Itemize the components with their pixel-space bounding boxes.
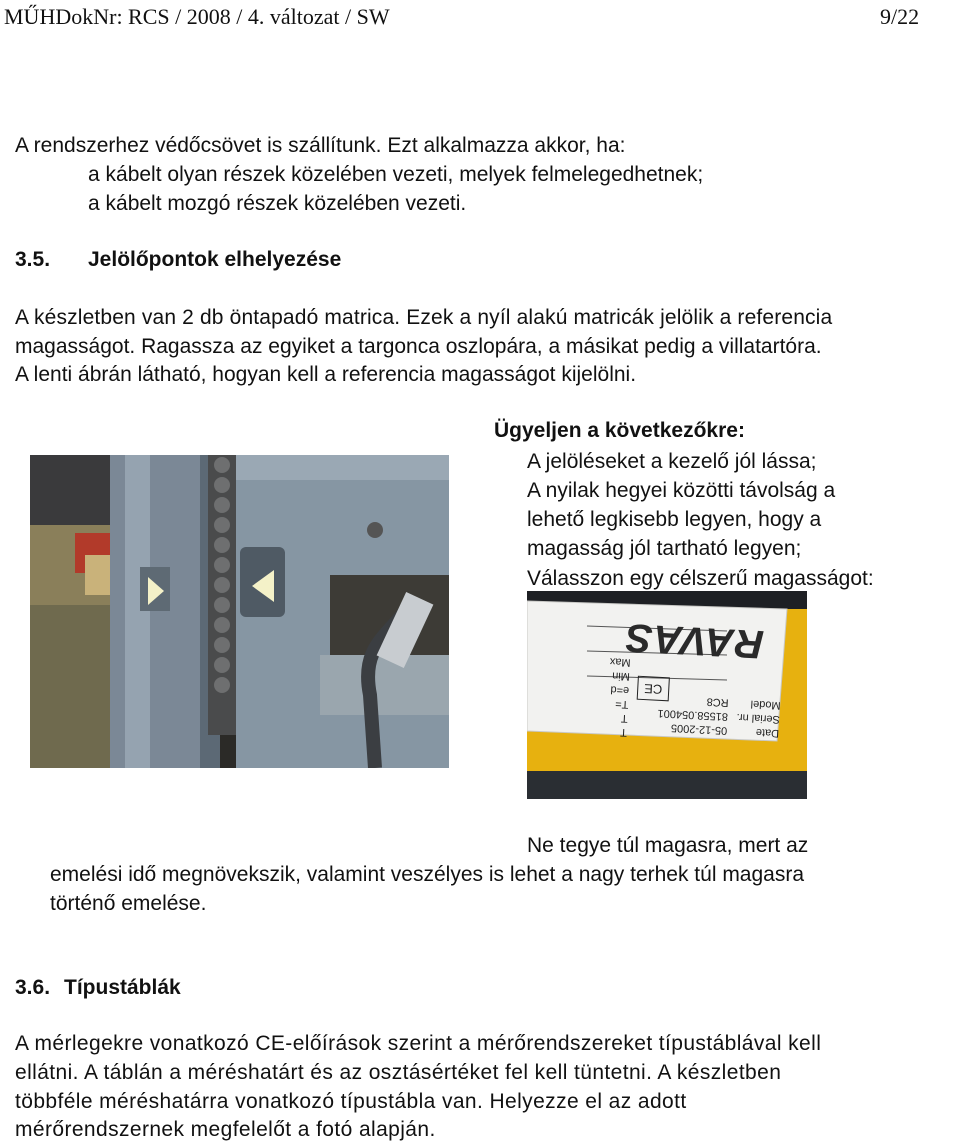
- label-value: 81558.054001: [657, 706, 729, 723]
- label-value: 05-12-2005: [670, 721, 728, 737]
- type-plate-photo: [527, 591, 807, 799]
- paragraph-line: ellátni. A táblán a méréshatárt és az osztásértéket fel kell tüntetni. A készletben: [15, 1061, 782, 1084]
- paragraph-line: A készletben van 2 db öntapadó matrica. Ezek a nyíl alakú matricák jelölik a referencia: [15, 306, 833, 329]
- paragraph-line: magasságot. Ragassza az egyiket a targonca oszlopára, a másikat pedig a villatartóra.: [15, 335, 822, 358]
- paragraph-line: mérőrendszernek megfelelőt a fotó alapján.: [15, 1118, 436, 1141]
- note-line: magasság jól tartható legyen;: [527, 537, 802, 560]
- label-key: Max: [609, 655, 631, 669]
- label-key: Model: [750, 697, 781, 712]
- note-title: Ügyeljen a következőkre:: [494, 419, 745, 442]
- document-reference: MŰHDokNr: RCS / 2008 / 4. változat / SW: [4, 4, 390, 29]
- label-key: T: [619, 725, 628, 739]
- intro-line: A rendszerhez védőcsövet is szállítunk. Ezt alkalmazza akkor, ha:: [15, 134, 626, 157]
- section-title: Jelölőpontok elhelyezése: [88, 248, 342, 271]
- page-number: 9/22: [880, 4, 920, 29]
- paragraph-line: A mérlegekre vonatkozó CE-előírások szerint a mérőrendszereket típustáblával kell: [15, 1032, 822, 1055]
- label-key: T: [620, 711, 629, 725]
- label-key: e=d: [610, 683, 630, 697]
- ce-mark-icon: CE: [637, 676, 670, 702]
- brand-logo: RAVAS: [623, 615, 765, 667]
- section-number: 3.6.: [15, 976, 51, 999]
- intro-item: a kábelt mozgó részek közelében vezeti.: [88, 192, 467, 215]
- warning-line: emelési idő megnövekszik, valamint veszélyes is lehet a nagy terhek túl magasra: [50, 863, 805, 886]
- section-title: Típustáblák: [64, 976, 181, 999]
- section-number: 3.5.: [15, 248, 51, 271]
- note-line: A nyilak hegyei közötti távolság a: [527, 479, 836, 502]
- label-key: T=: [614, 697, 629, 711]
- intro-item: a kábelt olyan részek közelében vezeti, melyek felmelegedhetnek;: [88, 163, 704, 186]
- label-key: Min: [611, 669, 631, 683]
- note-line: Válasszon egy célszerű magasságot:: [527, 567, 874, 590]
- warning-line: Ne tegye túl magasra, mert az: [527, 834, 809, 857]
- paragraph-line: A lenti ábrán látható, hogyan kell a referencia magasságot kijelölni.: [15, 363, 637, 386]
- warning-line: történő emelése.: [50, 892, 207, 915]
- paragraph-line: többféle méréshatárra vonatkozó típustábla van. Helyezze el az adott: [15, 1090, 687, 1113]
- label-key: Serial nr.: [736, 710, 781, 726]
- label-value: RC8: [706, 695, 729, 709]
- note-line: A jelöléseket a kezelő jól lássa;: [527, 450, 817, 473]
- label-key: Date: [755, 725, 780, 740]
- note-line: lehető legkisebb legyen, hogy a: [527, 508, 822, 531]
- forklift-mast-photo: [30, 455, 449, 768]
